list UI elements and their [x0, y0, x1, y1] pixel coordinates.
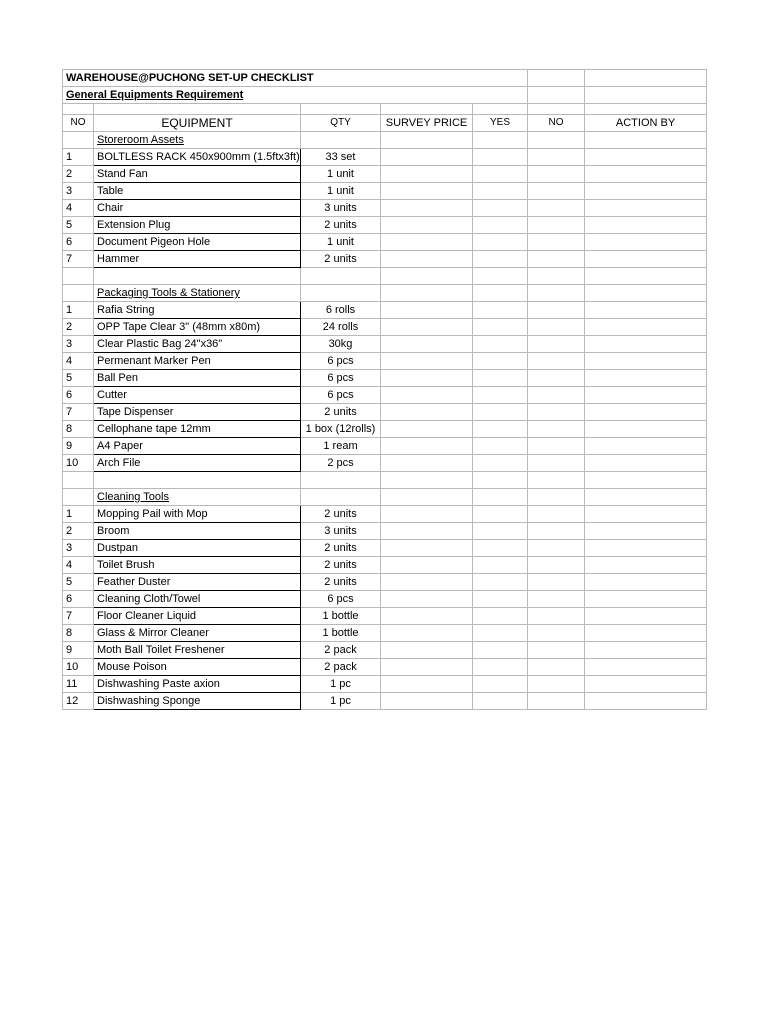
no-cell[interactable] — [528, 353, 585, 370]
item-equipment: Moth Ball Toilet Freshener — [94, 642, 301, 659]
item-qty: 6 pcs — [301, 353, 381, 370]
item-equipment: Dustpan — [94, 540, 301, 557]
item-equipment: Feather Duster — [94, 574, 301, 591]
survey-price-cell[interactable] — [381, 642, 473, 659]
item-equipment: Floor Cleaner Liquid — [94, 608, 301, 625]
item-no: 7 — [63, 404, 94, 421]
no-cell[interactable] — [528, 404, 585, 421]
item-no: 1 — [63, 506, 94, 523]
item-qty: 6 pcs — [301, 591, 381, 608]
action-by-cell[interactable] — [585, 557, 707, 574]
item-no: 2 — [63, 319, 94, 336]
no-cell[interactable] — [528, 421, 585, 438]
no-cell[interactable] — [528, 302, 585, 319]
item-equipment: Arch File — [94, 455, 301, 472]
item-qty: 1 bottle — [301, 625, 381, 642]
no-cell[interactable] — [528, 234, 585, 251]
item-no: 6 — [63, 591, 94, 608]
table-row — [63, 302, 707, 319]
table-row — [63, 336, 707, 353]
table-row — [63, 404, 707, 421]
item-equipment: Glass & Mirror Cleaner — [94, 625, 301, 642]
survey-price-cell[interactable] — [381, 166, 473, 183]
action-by-cell[interactable] — [585, 659, 707, 676]
page-title: WAREHOUSE@PUCHONG SET-UP CHECKLIST — [63, 70, 528, 87]
item-equipment: Dishwashing Sponge — [94, 693, 301, 710]
item-no: 7 — [63, 608, 94, 625]
item-equipment: Ball Pen — [94, 370, 301, 387]
table-row — [63, 387, 707, 404]
yes-cell[interactable] — [473, 421, 528, 438]
header-action-by: ACTION BY — [585, 115, 707, 132]
yes-cell[interactable] — [473, 404, 528, 421]
survey-price-cell[interactable] — [381, 421, 473, 438]
action-by-cell[interactable] — [585, 387, 707, 404]
yes-cell[interactable] — [473, 438, 528, 455]
survey-price-cell[interactable] — [381, 676, 473, 693]
item-qty: 3 units — [301, 523, 381, 540]
no-cell[interactable] — [528, 676, 585, 693]
survey-price-cell[interactable] — [381, 574, 473, 591]
yes-cell[interactable] — [473, 557, 528, 574]
item-no: 1 — [63, 149, 94, 166]
item-no: 9 — [63, 642, 94, 659]
yes-cell[interactable] — [473, 540, 528, 557]
yes-cell[interactable] — [473, 506, 528, 523]
yes-cell[interactable] — [473, 693, 528, 710]
table-row — [63, 540, 707, 557]
item-equipment: Cellophane tape 12mm — [94, 421, 301, 438]
item-equipment: A4 Paper — [94, 438, 301, 455]
item-qty: 1 ream — [301, 438, 381, 455]
no-cell[interactable] — [528, 608, 585, 625]
table-row — [63, 506, 707, 523]
yes-cell[interactable] — [473, 523, 528, 540]
survey-price-cell[interactable] — [381, 251, 473, 268]
survey-price-cell[interactable] — [381, 455, 473, 472]
yes-cell[interactable] — [473, 251, 528, 268]
no-cell[interactable] — [528, 693, 585, 710]
item-qty: 2 units — [301, 404, 381, 421]
survey-price-cell[interactable] — [381, 302, 473, 319]
item-qty: 2 units — [301, 540, 381, 557]
item-qty: 2 units — [301, 557, 381, 574]
action-by-cell[interactable] — [585, 166, 707, 183]
action-by-cell[interactable] — [585, 336, 707, 353]
survey-price-cell[interactable] — [381, 591, 473, 608]
item-no: 8 — [63, 421, 94, 438]
survey-price-cell[interactable] — [381, 319, 473, 336]
item-qty: 3 units — [301, 200, 381, 217]
survey-price-cell[interactable] — [381, 438, 473, 455]
action-by-cell[interactable] — [585, 455, 707, 472]
yes-cell[interactable] — [473, 336, 528, 353]
table-row — [63, 251, 707, 268]
survey-price-cell[interactable] — [381, 659, 473, 676]
item-no: 4 — [63, 353, 94, 370]
header-survey-price: SURVEY PRICE — [381, 115, 473, 132]
yes-cell[interactable] — [473, 659, 528, 676]
header-yes: YES — [473, 115, 528, 132]
action-by-cell[interactable] — [585, 642, 707, 659]
table-row — [63, 217, 707, 234]
action-by-cell[interactable] — [585, 591, 707, 608]
item-qty: 2 units — [301, 217, 381, 234]
item-no: 9 — [63, 438, 94, 455]
no-cell[interactable] — [528, 574, 585, 591]
item-no: 12 — [63, 693, 94, 710]
yes-cell[interactable] — [473, 353, 528, 370]
table-row — [63, 659, 707, 676]
item-equipment: Document Pigeon Hole — [94, 234, 301, 251]
header-no: NO — [63, 115, 94, 132]
no-cell[interactable] — [528, 557, 585, 574]
table-row — [63, 319, 707, 336]
item-equipment: Tape Dispenser — [94, 404, 301, 421]
item-qty: 2 units — [301, 574, 381, 591]
table-row — [63, 642, 707, 659]
table-row — [63, 370, 707, 387]
item-equipment: Mouse Poison — [94, 659, 301, 676]
item-qty: 1 unit — [301, 234, 381, 251]
spacer-row — [63, 268, 707, 285]
table-row — [63, 608, 707, 625]
table-row — [63, 557, 707, 574]
item-qty: 6 pcs — [301, 387, 381, 404]
section-title: Storeroom Assets — [94, 132, 301, 149]
action-by-cell[interactable] — [585, 353, 707, 370]
table-row — [63, 523, 707, 540]
action-by-cell[interactable] — [585, 200, 707, 217]
item-no: 4 — [63, 200, 94, 217]
item-no: 8 — [63, 625, 94, 642]
action-by-cell[interactable] — [585, 319, 707, 336]
table-header-row — [63, 115, 707, 132]
no-cell[interactable] — [528, 370, 585, 387]
table-row — [63, 591, 707, 608]
item-qty: 1 bottle — [301, 608, 381, 625]
no-cell[interactable] — [528, 591, 585, 608]
item-qty: 2 pack — [301, 659, 381, 676]
yes-cell[interactable] — [473, 370, 528, 387]
no-cell[interactable] — [528, 200, 585, 217]
action-by-cell[interactable] — [585, 251, 707, 268]
item-no: 5 — [63, 370, 94, 387]
yes-cell[interactable] — [473, 234, 528, 251]
section-title: Cleaning Tools — [94, 489, 301, 506]
item-no: 6 — [63, 234, 94, 251]
item-equipment: Broom — [94, 523, 301, 540]
table-row — [63, 166, 707, 183]
action-by-cell[interactable] — [585, 183, 707, 200]
yes-cell[interactable] — [473, 183, 528, 200]
table-row — [63, 574, 707, 591]
no-cell[interactable] — [528, 659, 585, 676]
action-by-cell[interactable] — [585, 676, 707, 693]
no-cell[interactable] — [528, 387, 585, 404]
item-equipment: Extension Plug — [94, 217, 301, 234]
table-row — [63, 693, 707, 710]
survey-price-cell[interactable] — [381, 557, 473, 574]
yes-cell[interactable] — [473, 166, 528, 183]
no-cell[interactable] — [528, 149, 585, 166]
table-row — [63, 455, 707, 472]
survey-price-cell[interactable] — [381, 625, 473, 642]
item-equipment: BOLTLESS RACK 450x900mm (1.5ftx3ft) — [94, 149, 301, 166]
item-no: 11 — [63, 676, 94, 693]
no-cell[interactable] — [528, 506, 585, 523]
action-by-cell[interactable] — [585, 370, 707, 387]
checklist-table — [62, 69, 707, 710]
header-equipment: EQUIPMENT — [94, 115, 301, 132]
survey-price-cell[interactable] — [381, 370, 473, 387]
survey-price-cell[interactable] — [381, 200, 473, 217]
item-qty: 1 box (12rolls) — [301, 421, 381, 438]
item-no: 5 — [63, 217, 94, 234]
yes-cell[interactable] — [473, 387, 528, 404]
survey-price-cell[interactable] — [381, 693, 473, 710]
item-qty: 1 pc — [301, 693, 381, 710]
no-cell[interactable] — [528, 183, 585, 200]
section-row — [63, 489, 707, 506]
survey-price-cell[interactable] — [381, 336, 473, 353]
item-equipment: Clear Plastic Bag 24"x36" — [94, 336, 301, 353]
item-equipment: Cutter — [94, 387, 301, 404]
item-equipment: Chair — [94, 200, 301, 217]
no-cell[interactable] — [528, 166, 585, 183]
section-row — [63, 285, 707, 302]
item-no: 10 — [63, 659, 94, 676]
no-cell[interactable] — [528, 217, 585, 234]
item-equipment: Hammer — [94, 251, 301, 268]
action-by-cell[interactable] — [585, 438, 707, 455]
item-equipment: Stand Fan — [94, 166, 301, 183]
item-equipment: Mopping Pail with Mop — [94, 506, 301, 523]
table-row — [63, 353, 707, 370]
action-by-cell[interactable] — [585, 149, 707, 166]
no-cell[interactable] — [528, 319, 585, 336]
item-no: 3 — [63, 540, 94, 557]
item-equipment: Dishwashing Paste axion — [94, 676, 301, 693]
item-equipment: Table — [94, 183, 301, 200]
item-no: 3 — [63, 336, 94, 353]
action-by-cell[interactable] — [585, 540, 707, 557]
no-cell[interactable] — [528, 251, 585, 268]
table-row — [63, 438, 707, 455]
spacer-row — [63, 472, 707, 489]
survey-price-cell[interactable] — [381, 387, 473, 404]
action-by-cell[interactable] — [585, 217, 707, 234]
yes-cell[interactable] — [473, 149, 528, 166]
no-cell[interactable] — [528, 438, 585, 455]
action-by-cell[interactable] — [585, 574, 707, 591]
section-title: Packaging Tools & Stationery — [94, 285, 301, 302]
table-row — [63, 421, 707, 438]
item-equipment: Rafia String — [94, 302, 301, 319]
item-equipment: OPP Tape Clear 3" (48mm x80m) — [94, 319, 301, 336]
survey-price-cell[interactable] — [381, 506, 473, 523]
no-cell[interactable] — [528, 625, 585, 642]
survey-price-cell[interactable] — [381, 217, 473, 234]
survey-price-cell[interactable] — [381, 540, 473, 557]
header-no-col: NO — [528, 115, 585, 132]
survey-price-cell[interactable] — [381, 353, 473, 370]
table-row — [63, 676, 707, 693]
no-cell[interactable] — [528, 540, 585, 557]
action-by-cell[interactable] — [585, 302, 707, 319]
no-cell[interactable] — [528, 455, 585, 472]
survey-price-cell[interactable] — [381, 404, 473, 421]
table-row — [63, 183, 707, 200]
action-by-cell[interactable] — [585, 404, 707, 421]
item-qty: 6 pcs — [301, 370, 381, 387]
item-qty: 24 rolls — [301, 319, 381, 336]
table-row — [63, 200, 707, 217]
action-by-cell[interactable] — [585, 421, 707, 438]
header-qty: QTY — [301, 115, 381, 132]
item-no: 1 — [63, 302, 94, 319]
item-qty: 6 rolls — [301, 302, 381, 319]
item-no: 10 — [63, 455, 94, 472]
survey-price-cell[interactable] — [381, 608, 473, 625]
item-no: 6 — [63, 387, 94, 404]
item-no: 2 — [63, 523, 94, 540]
action-by-cell[interactable] — [585, 608, 707, 625]
yes-cell[interactable] — [473, 574, 528, 591]
survey-price-cell[interactable] — [381, 149, 473, 166]
table-row — [63, 149, 707, 166]
item-equipment: Toilet Brush — [94, 557, 301, 574]
survey-price-cell[interactable] — [381, 234, 473, 251]
item-no: 2 — [63, 166, 94, 183]
item-qty: 33 set — [301, 149, 381, 166]
yes-cell[interactable] — [473, 642, 528, 659]
survey-price-cell[interactable] — [381, 523, 473, 540]
no-cell[interactable] — [528, 642, 585, 659]
yes-cell[interactable] — [473, 591, 528, 608]
yes-cell[interactable] — [473, 319, 528, 336]
item-qty: 1 unit — [301, 183, 381, 200]
action-by-cell[interactable] — [585, 693, 707, 710]
item-no: 5 — [63, 574, 94, 591]
yes-cell[interactable] — [473, 217, 528, 234]
yes-cell[interactable] — [473, 200, 528, 217]
no-cell[interactable] — [528, 336, 585, 353]
item-qty: 2 units — [301, 506, 381, 523]
yes-cell[interactable] — [473, 625, 528, 642]
item-qty: 2 pcs — [301, 455, 381, 472]
item-equipment: Cleaning Cloth/Towel — [94, 591, 301, 608]
item-equipment: Permenant Marker Pen — [94, 353, 301, 370]
action-by-cell[interactable] — [585, 523, 707, 540]
section-row — [63, 132, 707, 149]
action-by-cell[interactable] — [585, 234, 707, 251]
item-no: 4 — [63, 557, 94, 574]
yes-cell[interactable] — [473, 302, 528, 319]
item-qty: 1 unit — [301, 166, 381, 183]
item-no: 7 — [63, 251, 94, 268]
no-cell[interactable] — [528, 523, 585, 540]
item-qty: 2 units — [301, 251, 381, 268]
item-qty: 2 pack — [301, 642, 381, 659]
table-row — [63, 234, 707, 251]
page-subtitle: General Equipments Requirement — [63, 87, 528, 104]
item-no: 3 — [63, 183, 94, 200]
action-by-cell[interactable] — [585, 625, 707, 642]
action-by-cell[interactable] — [585, 506, 707, 523]
yes-cell[interactable] — [473, 608, 528, 625]
yes-cell[interactable] — [473, 676, 528, 693]
yes-cell[interactable] — [473, 455, 528, 472]
survey-price-cell[interactable] — [381, 183, 473, 200]
table-row — [63, 625, 707, 642]
item-qty: 1 pc — [301, 676, 381, 693]
item-qty: 30kg — [301, 336, 381, 353]
